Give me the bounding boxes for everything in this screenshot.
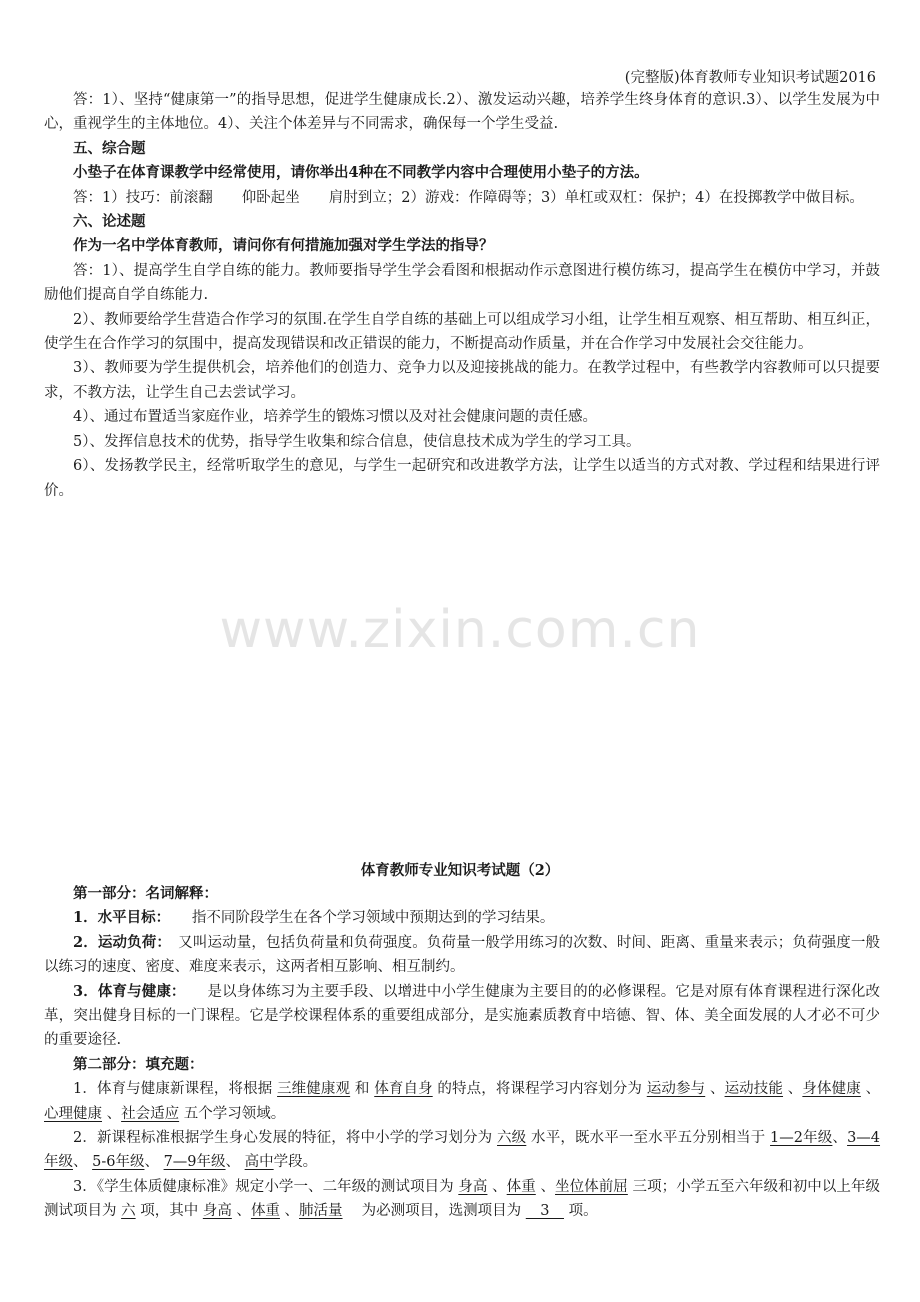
- fill-answer: 运动技能: [724, 1081, 784, 1098]
- fill-text: 、: [860, 1081, 881, 1098]
- fill-text: 、: [144, 1154, 164, 1171]
- term-2: [44, 931, 880, 980]
- fill-answer: 体重: [506, 1178, 536, 1195]
- section6-title: 六、论述题: [73, 213, 146, 231]
- fill-answer: 3—4年级: [44, 1130, 881, 1171]
- section2-title: 第二部分：填充题：: [73, 1055, 204, 1073]
- fill-answer: 7—9年级: [163, 1154, 226, 1171]
- fill-text: 、: [279, 1203, 300, 1220]
- fill-answer: 社会适应: [121, 1105, 180, 1122]
- fill-answer: 1—2年级: [770, 1130, 833, 1147]
- term-text: 又叫运动量，包括负荷量和负荷强度。负荷量一般学用练习的次数、时间、距离、重量来表示；负荷强度一般以练习的速度、密度、难度来表示，这两者相互影响、相互制约。: [44, 934, 880, 976]
- fill-text: 和: [350, 1081, 375, 1098]
- fill-text: 、: [705, 1081, 725, 1098]
- watermark: www.zixin.com.cn: [219, 600, 701, 660]
- fill-text: 、: [73, 1154, 93, 1171]
- fill-text: 三项；小学五至六年级和初中以上年级测试项目为: [44, 1178, 881, 1220]
- fill-answer: 心理健康: [44, 1105, 102, 1122]
- fill-answer: 3: [525, 1203, 564, 1220]
- term-3: [44, 980, 880, 1053]
- fill-answer: 体育自身: [374, 1081, 433, 1098]
- fill-text: 、: [832, 1130, 848, 1147]
- fill-answer: 运动参与: [646, 1081, 706, 1098]
- fill-text: 2．新课程标准根据学生身心发展的特征，将中小学的学习划分为: [73, 1130, 498, 1147]
- fill-text: 项。: [564, 1203, 598, 1220]
- fill-text: 3．《学生体质健康标准》规定小学一、二年级的测试项目为: [73, 1178, 459, 1195]
- section6-answer-6: 6）、发扬教学民主，经常听取学生的意见，与学生一起研究和改进教学方法，让学生以适当的方式对教、学过程和结果进行评价。: [44, 458, 880, 499]
- fill-text: 、: [225, 1154, 245, 1171]
- fill-question-1: [44, 1077, 880, 1126]
- term-label: 2．运动负荷：: [73, 933, 164, 951]
- term-1: [44, 906, 880, 930]
- fill-text: 水平，既水平一至水平五分别相当于: [526, 1130, 771, 1147]
- fill-text: 为必测项目，选测项目为: [342, 1203, 526, 1220]
- fill-answer: 六: [121, 1203, 136, 1220]
- section6-answer-2: 2）、教师要给学生营造合作学习的氛围.在学生自学自练的基础上可以组成学习小组，让学生相互观察、相互帮助、相互纠正，使学生在合作学习的氛围中，提高发现错误和改正错误的能力，不断提高动作质量，并在合作学习中发展社会交往能力。: [44, 311, 880, 353]
- fill-question-3: [44, 1175, 880, 1224]
- fill-answer: 身高: [458, 1178, 488, 1195]
- fill-answer: 坐位体前屈: [555, 1178, 628, 1195]
- term-text: 指不同阶段学生在各个学习领域中预期达到的学习结果。: [162, 910, 555, 927]
- section5-title: 五、综合题: [73, 139, 146, 157]
- part2-title: 体育教师专业知识考试题（2）: [360, 862, 560, 879]
- fill-text: 、: [487, 1178, 507, 1195]
- section6-answer-3: 3）、教师要为学生提供机会，培养他们的创造力、竞争力以及迎接挑战的能力。在教学过程中，有些教学内容教师可以只提要求，不教方法，让学生自己去尝试学习。: [44, 360, 880, 401]
- section6-answer-5: 5）、发挥信息技术的优势，指导学生收集和综合信息，使信息技术成为学生的学习工具。: [73, 433, 641, 450]
- section5-answer: 答：1）技巧：前滚翻 仰卧起坐 肩肘到立；2）游戏：作障碍等；3）单杠或双杠：保护；4）在投掷教学中做目标。: [73, 189, 864, 206]
- part2-content: [44, 882, 880, 1224]
- fill-answer: 六级: [497, 1130, 527, 1147]
- fill-answer: 身体健康: [802, 1081, 861, 1098]
- fill-text: 、: [535, 1178, 556, 1195]
- fill-text: 1．体育与健康新课程，将根据: [73, 1081, 278, 1098]
- fill-text: 、: [231, 1203, 251, 1220]
- fill-text: 、: [102, 1105, 122, 1122]
- section1-title: 第一部分：名词解释：: [73, 885, 218, 902]
- fill-text: 的特点，将课程学习内容划分为: [432, 1081, 647, 1098]
- fill-answer: 身高: [202, 1203, 232, 1220]
- fill-question-2: [44, 1126, 880, 1175]
- fill-answer: 体重: [250, 1203, 280, 1220]
- fill-answer: 三维健康观: [277, 1081, 351, 1098]
- section5-question: 小垫子在体育课教学中经常使用，请你举出4种在不同教学内容中合理使用小垫子的方法。: [73, 164, 649, 182]
- fill-text: 学段。: [273, 1154, 318, 1171]
- section6-answer-1: 答：1）、提高学生自学自练的能力。教师要指导学生学会看图和根据动作示意图进行模仿练习，提高学生在模仿中学习，并鼓励他们提高自学自练能力.: [44, 262, 880, 304]
- fill-answer: 高中: [244, 1154, 274, 1171]
- document-header: (完整版)体育教师专业知识考试题2016: [624, 70, 876, 86]
- fill-answer: 5-6年级: [92, 1154, 145, 1171]
- term-text: 是以身体练习为主要手段、以增进中小学生健康为主要目的的必修课程。它是对原有体育课程进行深化改革，突出健身目标的一门课程。它是学校课程体系的重要组成部分，是实施素质教育中培德、智、体、美全面发展的人才必不可少的重要途径.: [44, 983, 880, 1049]
- fill-text: 五个学习领域。: [179, 1105, 286, 1122]
- answer-paragraph: 答：1）、坚持“健康第一”的指导思想，促进学生健康成长.2）、激发运动兴趣，培养学生终身体育的意识.3）、以学生发展为中心，重视学生的主体地位。4）、关注个体差异与不同需求，确保每一个学生受益.: [44, 92, 880, 133]
- part1-content: [44, 88, 880, 503]
- section6-answer-4: 4）、通过布置适当家庭作业，培养学生的锻炼习惯以及对社会健康问题的责任感。: [73, 409, 597, 426]
- term-label: 3．体育与健康：: [73, 982, 179, 1000]
- term-label: 1．水平目标：: [73, 909, 163, 927]
- fill-answer: 肺活量: [299, 1203, 343, 1220]
- section6-question: 作为一名中学体育教师，请问你有何措施加强对学生学法的指导？: [73, 237, 494, 255]
- fill-text: 项，其中: [135, 1203, 203, 1220]
- fill-text: 、: [783, 1081, 803, 1098]
